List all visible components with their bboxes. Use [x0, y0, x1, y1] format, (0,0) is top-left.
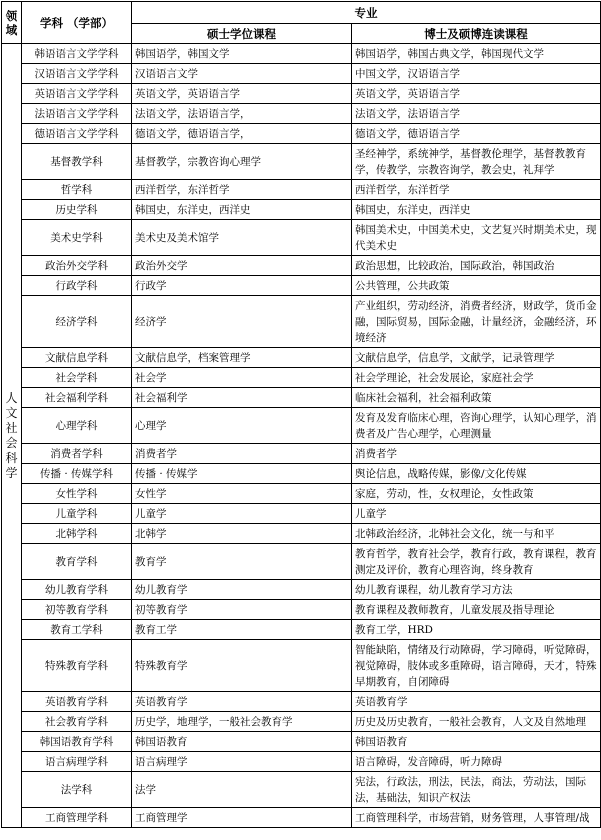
doctor-courses-cell: 英语文学，英语语言学	[352, 84, 601, 104]
doctor-courses-cell: 韩国语学，韩国古典文学，韩国现代文学	[352, 44, 601, 64]
master-courses-cell: 教育工学	[132, 620, 352, 640]
table-row	[2, 200, 601, 220]
subject-cell: 韩国语教育学科	[22, 732, 132, 752]
master-courses-cell: 英语文学，英语语言学	[132, 84, 352, 104]
subject-cell: 文献信息学科	[22, 348, 132, 368]
table-row	[2, 484, 601, 504]
doctor-courses-cell: 文献信息学，信息学，文献学，记录管理学	[352, 348, 601, 368]
doctor-courses-cell: 儿童学	[352, 504, 601, 524]
course-table-container	[1, 1, 600, 828]
master-courses-cell: 历史学，地理学，一般社会教育学	[132, 712, 352, 732]
doctor-courses-cell: 圣经神学，系统神学，基督教伦理学，基督教教育学，传教学，宗教咨询学，教会史，礼拜学	[352, 144, 601, 180]
master-courses-cell: 西洋哲学，东洋哲学	[132, 180, 352, 200]
table-row	[2, 144, 601, 180]
master-courses-cell: 北韩学	[132, 524, 352, 544]
master-courses-cell: 韩国史，东洋史，西洋史	[132, 200, 352, 220]
table-row	[2, 276, 601, 296]
subject-cell: 教育学科	[22, 544, 132, 580]
doctor-courses-cell: 德语文学，德语语言学	[352, 124, 601, 144]
subject-cell: 工商管理学科	[22, 808, 132, 828]
table-row	[2, 544, 601, 580]
table-row	[2, 348, 601, 368]
master-courses-cell: 美术史及美术馆学	[132, 220, 352, 256]
table-row	[2, 580, 601, 600]
master-courses-cell: 文献信息学，档案管理学	[132, 348, 352, 368]
master-courses-cell: 初等教育学	[132, 600, 352, 620]
master-courses-cell: 法学	[132, 772, 352, 808]
subject-cell: 基督教学科	[22, 144, 132, 180]
master-courses-cell: 汉语语言文学	[132, 64, 352, 84]
header-row-1	[2, 2, 601, 24]
table-row	[2, 64, 601, 84]
header-major: 专业	[132, 2, 601, 24]
header-master: 硕士学位课程	[132, 24, 352, 44]
master-courses-cell: 政治外交学	[132, 256, 352, 276]
subject-cell: 英语教育学科	[22, 692, 132, 712]
course-table	[1, 1, 601, 828]
subject-cell: 社会学科	[22, 368, 132, 388]
doctor-courses-cell: 政治思想，比较政治，国际政治，韩国政治	[352, 256, 601, 276]
master-courses-cell: 行政学	[132, 276, 352, 296]
doctor-courses-cell: 消费者学	[352, 444, 601, 464]
doctor-courses-cell: 语言障碍，发音障碍，听力障碍	[352, 752, 601, 772]
master-courses-cell: 社会学	[132, 368, 352, 388]
doctor-courses-cell: 韩国史，东洋史，西洋史	[352, 200, 601, 220]
master-courses-cell: 特殊教育学	[132, 640, 352, 692]
doctor-courses-cell: 临床社会福利，社会福利政策	[352, 388, 601, 408]
subject-cell: 消费者学科	[22, 444, 132, 464]
table-row	[2, 220, 601, 256]
doctor-courses-cell: 北韩政治经济，北韩社会文化，统一与和平	[352, 524, 601, 544]
table-row	[2, 620, 601, 640]
table-row	[2, 464, 601, 484]
master-courses-cell: 韩国语教育	[132, 732, 352, 752]
subject-cell: 法学科	[22, 772, 132, 808]
doctor-courses-cell: 产业组织，劳动经济，消费者经济，财政学，货币金融，国际贸易，国际金融，计量经济，金融经济，环境经济	[352, 296, 601, 348]
master-courses-cell: 法语文学，法语语言学，	[132, 104, 352, 124]
subject-cell: 社会教育学科	[22, 712, 132, 732]
table-body	[2, 44, 601, 828]
table-row	[2, 296, 601, 348]
doctor-courses-cell: 韩国语教育	[352, 732, 601, 752]
master-courses-cell: 经济学	[132, 296, 352, 348]
table-row	[2, 368, 601, 388]
doctor-courses-cell: 历史及历史教育，一般社会教育，人文及自然地理	[352, 712, 601, 732]
subject-cell: 语言病理学科	[22, 752, 132, 772]
table-row	[2, 44, 601, 64]
subject-cell: 北韩学科	[22, 524, 132, 544]
master-courses-cell: 英语教育学	[132, 692, 352, 712]
master-courses-cell: 心理学	[132, 408, 352, 444]
subject-cell: 德语语言文学学科	[22, 124, 132, 144]
subject-cell: 行政学科	[22, 276, 132, 296]
table-row	[2, 692, 601, 712]
table-row	[2, 712, 601, 732]
subject-cell: 特殊教育学科	[22, 640, 132, 692]
table-row	[2, 752, 601, 772]
table-row	[2, 524, 601, 544]
master-courses-cell: 教育学	[132, 544, 352, 580]
subject-cell: 韩语语言文学学科	[22, 44, 132, 64]
subject-cell: 初等教育学科	[22, 600, 132, 620]
master-courses-cell: 幼儿教育学	[132, 580, 352, 600]
table-row	[2, 600, 601, 620]
master-courses-cell: 语言病理学	[132, 752, 352, 772]
subject-cell: 美术史学科	[22, 220, 132, 256]
doctor-courses-cell: 英语教育学	[352, 692, 601, 712]
subject-cell: 经济学科	[22, 296, 132, 348]
table-row	[2, 408, 601, 444]
header-field: 领域	[2, 2, 22, 44]
master-courses-cell: 消费者学	[132, 444, 352, 464]
table-row	[2, 444, 601, 464]
table-row	[2, 256, 601, 276]
master-courses-cell: 社会福利学	[132, 388, 352, 408]
field-label: 人文社会科学	[5, 390, 18, 480]
field-cell	[2, 44, 22, 828]
doctor-courses-cell: 教育哲学，教育社会学，教育行政，教育课程，教育测定及评价，教育心理咨询，终身教育	[352, 544, 601, 580]
doctor-courses-cell: 韩国美术史，中国美术史，文艺复兴时期美术史，现代美术史	[352, 220, 601, 256]
doctor-courses-cell: 智能缺陷，情绪及行动障碍，学习障碍，听觉障碍，视觉障碍，肢体或多重障碍，语言障碍，天才，特殊早期教育，自闭障碍	[352, 640, 601, 692]
doctor-courses-cell: 教育工学，HRD	[352, 620, 601, 640]
doctor-courses-cell: 舆论信息，战略传媒，影像/文化传媒	[352, 464, 601, 484]
subject-cell: 心理学科	[22, 408, 132, 444]
subject-cell: 哲学科	[22, 180, 132, 200]
doctor-courses-cell: 家庭，劳动，性，女权理论，女性政策	[352, 484, 601, 504]
table-row	[2, 180, 601, 200]
table-row	[2, 732, 601, 752]
subject-cell: 政治外交学科	[22, 256, 132, 276]
subject-cell: 法语语言文学学科	[22, 104, 132, 124]
doctor-courses-cell: 宪法，行政法，刑法，民法，商法，劳动法，国际法，基础法，知识产权法	[352, 772, 601, 808]
header-subject: 学科 （学部）	[22, 2, 132, 44]
doctor-courses-cell: 中国文学，汉语语言学	[352, 64, 601, 84]
doctor-courses-cell: 西洋哲学，东洋哲学	[352, 180, 601, 200]
table-row	[2, 504, 601, 524]
subject-cell: 传播 · 传媒学科	[22, 464, 132, 484]
header-doctor: 博士及硕博连读课程	[352, 24, 601, 44]
table-row	[2, 388, 601, 408]
master-courses-cell: 儿童学	[132, 504, 352, 524]
table-row	[2, 84, 601, 104]
table-row	[2, 640, 601, 692]
doctor-courses-cell: 公共管理，公共政策	[352, 276, 601, 296]
master-courses-cell: 韩国语学，韩国文学	[132, 44, 352, 64]
subject-cell: 女性学科	[22, 484, 132, 504]
table-row	[2, 772, 601, 808]
doctor-courses-cell: 教育课程及教师教育，儿童发展及指导理论	[352, 600, 601, 620]
doctor-courses-cell: 社会学理论，社会发展论，家庭社会学	[352, 368, 601, 388]
subject-cell: 汉语语言文学学科	[22, 64, 132, 84]
doctor-courses-cell: 发育及发育临床心理，咨询心理学，认知心理学，消费者及广告心理学，心理测量	[352, 408, 601, 444]
doctor-courses-cell: 法语文学，法语语言学	[352, 104, 601, 124]
subject-cell: 历史学科	[22, 200, 132, 220]
doctor-courses-cell: 工商管理科学，市场营销，财务管理，人事管理/战	[352, 808, 601, 828]
master-courses-cell: 德语文学，德语语言学，	[132, 124, 352, 144]
doctor-courses-cell: 幼儿教育课程，幼儿教育学习方法	[352, 580, 601, 600]
subject-cell: 社会福利学科	[22, 388, 132, 408]
table-row	[2, 104, 601, 124]
table-row	[2, 124, 601, 144]
table-row	[2, 808, 601, 828]
master-courses-cell: 工商管理学	[132, 808, 352, 828]
subject-cell: 教育工学科	[22, 620, 132, 640]
subject-cell: 儿童学科	[22, 504, 132, 524]
master-courses-cell: 女性学	[132, 484, 352, 504]
subject-cell: 幼儿教育学科	[22, 580, 132, 600]
master-courses-cell: 传播 · 传媒学	[132, 464, 352, 484]
master-courses-cell: 基督教学，宗教咨询心理学	[132, 144, 352, 180]
subject-cell: 英语语言文学学科	[22, 84, 132, 104]
